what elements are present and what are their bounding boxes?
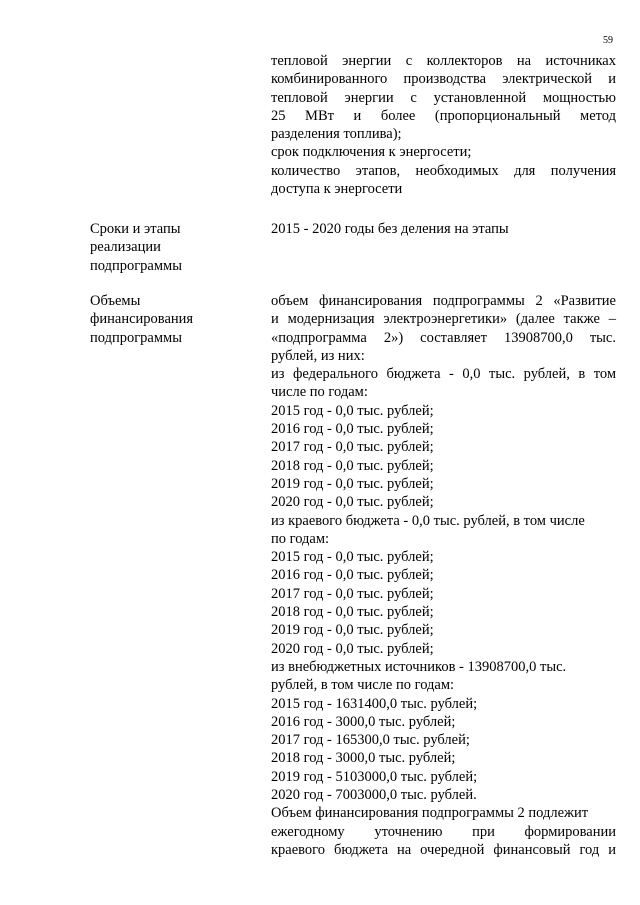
text-line: тепловой энергии с установленной мощностью [271, 89, 616, 106]
text-line: 2017 год - 0,0 тыс. рублей; [271, 439, 434, 456]
text-line: рублей, из них: [271, 347, 365, 364]
text-line: 2018 год - 0,0 тыс. рублей; [271, 604, 434, 621]
terms-label [90, 220, 250, 275]
text-line: разделения топлива); [271, 126, 402, 143]
text-line: 2016 год - 0,0 тыс. рублей; [271, 567, 434, 584]
text-line: 2016 год - 3000,0 тыс. рублей; [271, 713, 456, 730]
text-line: количество этапов, необходимых для получения [271, 162, 616, 179]
text-line: 2015 год - 0,0 тыс. рублей; [271, 402, 434, 419]
text-line: срок подключения к энергосети; [271, 144, 472, 161]
text-line: 2020 год - 0,0 тыс. рублей; [271, 640, 434, 657]
text-line: Объем финансирования подпрограммы 2 подлежит [271, 805, 589, 822]
text-line: краевого бюджета на очередной финансовый год и [271, 841, 616, 858]
text-line: из внебюджетных источников - 13908700,0 тыс. [271, 658, 567, 675]
text-line: 2020 год - 7003000,0 тыс. рублей. [271, 787, 477, 804]
text-line: «подпрограмма 2») составляет 13908700,0 тыс. [271, 329, 616, 346]
text-line: объем финансирования подпрограммы 2 «Развитие [271, 293, 616, 309]
text-line: 2019 год - 5103000,0 тыс. рублей; [271, 768, 478, 785]
label-line: Объемы [90, 293, 141, 309]
funding-label [90, 292, 250, 347]
text-line: комбинированного производства электрической и [271, 71, 616, 88]
page-number: 59 [603, 35, 613, 46]
label-line: реализации [90, 239, 161, 256]
terms-value [271, 220, 616, 238]
text-line: 2018 год - 3000,0 тыс. рублей; [271, 750, 456, 767]
label-line: подпрограммы [90, 257, 182, 274]
text-line: по годам: [271, 530, 330, 547]
text-line: из федерального бюджета - 0,0 тыс. рублей, в том [271, 366, 616, 383]
text-line: доступа к энергосети [271, 181, 403, 198]
text-line: и модернизация электроэнергетики» (далее также – [271, 311, 616, 328]
text-line: 2015 год - 0,0 тыс. рублей; [271, 549, 434, 566]
text-line: 2015 - 2020 годы без деления на этапы [271, 221, 509, 237]
text-line: ежегодному уточнению при формировании [271, 823, 616, 840]
text-line: 2019 год - 0,0 тыс. рублей; [271, 475, 434, 492]
text-line: 2017 год - 165300,0 тыс. рублей; [271, 732, 470, 749]
text-line: из краевого бюджета - 0,0 тыс. рублей, в том числе [271, 512, 585, 529]
text-line: 2018 год - 0,0 тыс. рублей; [271, 457, 434, 474]
label-line: Сроки и этапы [90, 221, 181, 237]
text-line: рублей, в том числе по годам: [271, 677, 455, 694]
text-line: 25 МВт и более (пропорциональный метод [271, 107, 616, 124]
text-line: 2016 год - 0,0 тыс. рублей; [271, 421, 434, 438]
funding-value [271, 292, 616, 859]
text-line: 2020 год - 0,0 тыс. рублей; [271, 494, 434, 511]
label-line: подпрограммы [90, 329, 182, 346]
text-line: числе по годам: [271, 384, 368, 401]
text-line: 2019 год - 0,0 тыс. рублей; [271, 622, 434, 639]
text-line: 2015 год - 1631400,0 тыс. рублей; [271, 695, 478, 712]
text-line: 2017 год - 0,0 тыс. рублей; [271, 585, 434, 602]
label-line: финансирования [90, 311, 194, 328]
top-block-text [271, 52, 616, 198]
text-line: тепловой энергии с коллекторов на источниках [271, 53, 616, 69]
